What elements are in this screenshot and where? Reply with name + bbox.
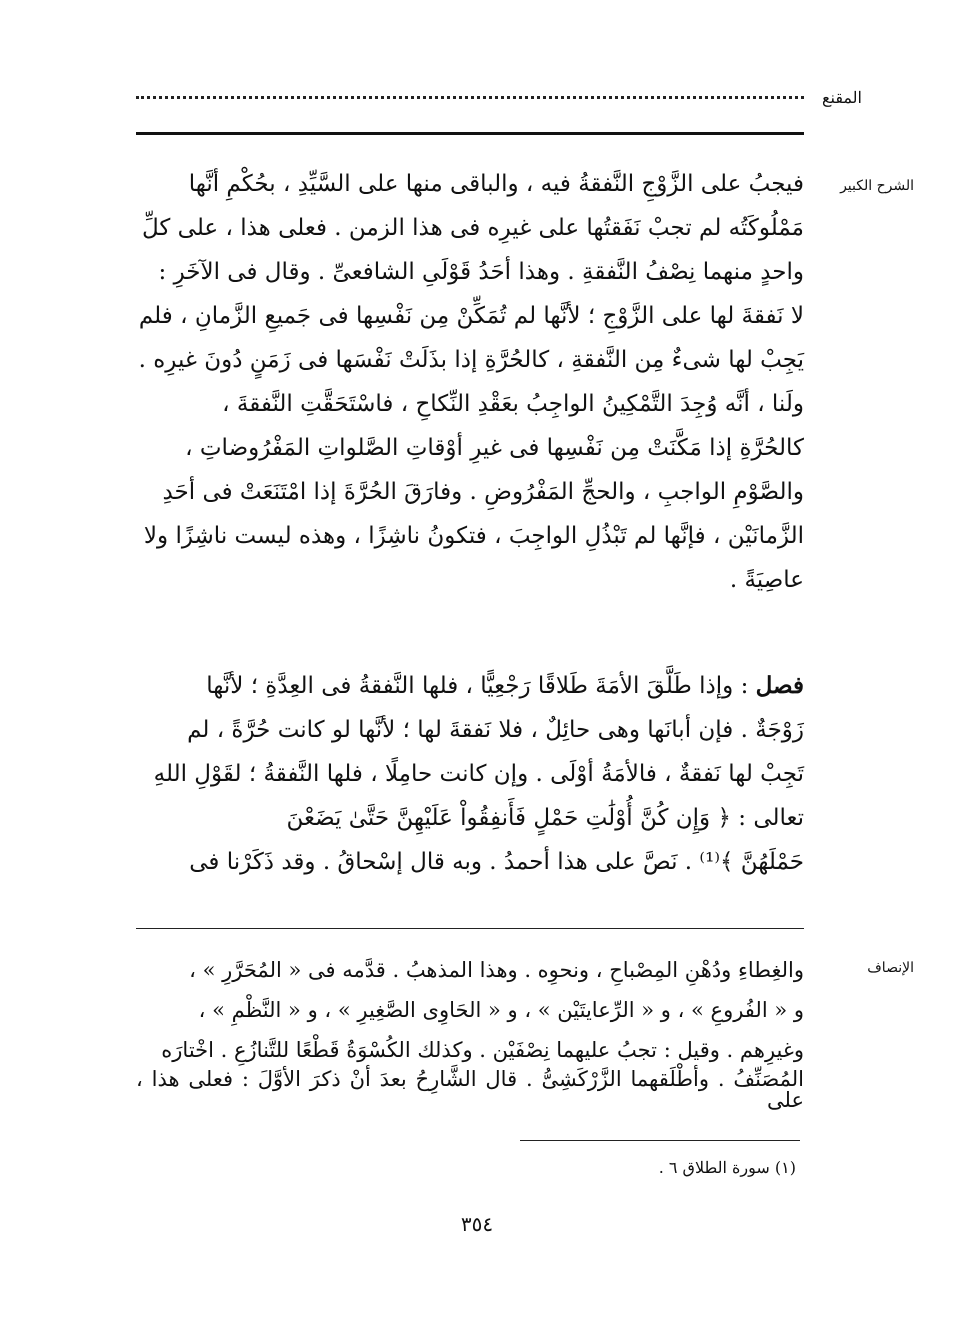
text-line: المُصَنِّفُ . وأطْلَقهما الزَّرْكَشِىُّ . قال الشَّارِحُ بعدَ أنْ ذكرَ الأوَّلَ : فعلى هذا ، على <box>136 1067 804 1112</box>
text-line: ولَنا ، أنَّه وُجِدَ التَّمْكِينُ الواجِبُ بعَقْدِ النِّكاحِ ، فاسْتَحَقَّتِ النَّفقةَ ، <box>222 390 804 417</box>
footnote: (١) سورة الطلاق ٦ . <box>658 1158 796 1177</box>
text-line: وغيرِهم . وقيل : تجبُ عليهما نِصْفَيْن . وكذلك الكُسْوَةُ قَطْعًا للتَّنازُعِ . اخْتارَه <box>161 1037 804 1062</box>
text-line: تَجِبْ لها نَفقةٌ ، فالأمَةُ أوْلَى . وإن كانت حامِلًا ، فلها النَّفقةُ ؛ لقَوْلِ اللهِ <box>153 760 804 787</box>
footnote-divider <box>520 1140 800 1141</box>
sharh-text <box>136 162 804 602</box>
text-line: والغِطاءِ ودُهْنِ المِصْباحِ ، ونحوِه . وهذا المذهبُ . قدَّمه فى « المُحَرَّرِ » ، <box>189 957 804 982</box>
insaf-text <box>136 950 804 1110</box>
margin-label-sharh: الشرح الكبير <box>840 178 914 194</box>
margin-label-insaf: الإنصاف <box>867 960 914 976</box>
text-line: يَجِبْ لها شىءٌ مِن النَّفقةِ ، كالحُرَّةِ إذا بذَلَتْ نَفْسَها فى زَمَنٍ دُونَ غيرِه . <box>138 346 804 373</box>
text-line: تعالى : ﴿ وَإِن كُنَّ أُوْلَٰتِ حَمْلٍ فَأَنفِقُواْ عَلَيْهِنَّ حَتَّىٰ يَضَعْنَ <box>286 804 804 831</box>
page-number: ٣٥٤ <box>460 1212 494 1236</box>
header-dotted-rule <box>136 96 804 99</box>
text-line: و « الفُروعِ » ، و « الرِّعايتَيْن » ، و « الحَاوِى الصَّغِيرِ » ، و « النَّظْمِ » ، <box>198 997 804 1022</box>
fasl-section <box>136 664 804 884</box>
text-line: والصَّوْمِ الواجبِ ، والحجِّ المَفْرُوضِ . وفارَقَ الحُرَّةَ إذا امْتَنَعَتْ فى أحَدِ <box>162 478 804 505</box>
text-line: الزَّمانَيْن ، فإنَّها لم تَبْذُلِ الواجِبَ ، فتكونُ ناشِزًا ، وهذه ليست ناشِزًا ولا <box>143 522 804 549</box>
text-line: لا نَفقةَ لها على الزَّوْجِ ؛ لأنَّها لم تُمَكِّنْ مِن نَفْسِها فى جَميعِ الزَّمانِ ، فلم <box>138 302 804 329</box>
book-title: المقنع <box>821 88 862 107</box>
text-line: فيجبُ على الزَّوْجِ النَّفقةُ فيه ، والباقى منها على السَّيِّدِ ، بحُكْمِ أنَّها <box>188 170 804 197</box>
fasl-heading: فصل <box>755 672 804 699</box>
text-line: فصل : وإذا طَلَّقَ الأمَةَ طَلاقًا رَجْعِيًّا ، فلها النَّفقةُ فى العِدَّةِ ؛ لأنَّها <box>206 672 804 699</box>
section-divider <box>136 928 804 929</box>
text-line: مَمْلُوكَتُه لم تجبْ نَفَقتُها على غيرِه فى هذا الزمن . فعلى هذا ، على كلِّ <box>141 214 804 241</box>
text-line: عاصِيَةً . <box>729 566 804 593</box>
text-line: واحدٍ منهما نِصْفُ النَّفقةِ . وهذا أحَدُ قَوْلَىِ الشافعىِّ . وقال فى الآخَرِ : <box>158 258 804 285</box>
text-line: حَمْلَهُنَّ ﴾⁽¹⁾ . نَصَّ على هذا أحمدُ . وبه قال إسْحاقُ . وقد ذَكَرْنا فى <box>189 848 804 875</box>
header-rule <box>136 132 804 135</box>
text-line: زَوْجَةٌ . فإن أبانَها وهى حائِلٌ ، فلا نَفقةَ لها ؛ لأنَّها لو كانت حُرَّةً ، لم <box>187 716 804 743</box>
text-line: كالحُرَّةِ إذا مَكَّنَتْ مِن نَفْسِها فى غيرِ أوْقاتِ الصَّلواتِ المَفْرُوضاتِ ، <box>185 434 804 461</box>
